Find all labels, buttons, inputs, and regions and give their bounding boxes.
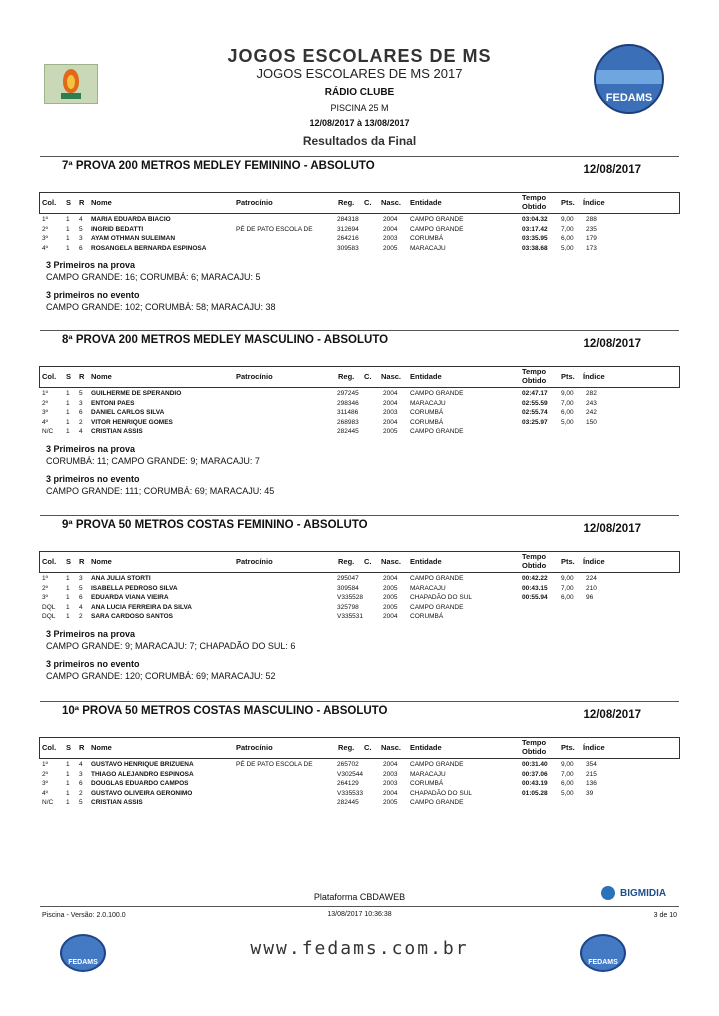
column-header-entity: Entidade [410, 372, 442, 381]
table-row [0, 418, 719, 427]
cell-r: 4 [79, 603, 83, 611]
cell-time: 02:55.59 [522, 399, 548, 407]
cell-entity: CAMPO GRANDE [410, 428, 464, 435]
cell-col: 4º [42, 789, 48, 797]
event-title: 9ª PROVA 50 METROS COSTAS FEMININO - ABSOLUTO [62, 519, 368, 531]
table-row [0, 593, 719, 602]
column-header-name: Nome [91, 372, 112, 381]
cell-col: 4º [42, 244, 48, 252]
cell-name: ENTONI PAES [91, 399, 135, 407]
cell-r: 2 [79, 613, 83, 620]
cell-r: 3 [79, 770, 83, 778]
cell-pts: 6,00 [561, 780, 574, 787]
cell-s: 1 [66, 584, 70, 592]
cell-index: 96 [586, 594, 594, 601]
cell-reg: V335528 [337, 594, 364, 601]
top3-event-text: CAMPO GRANDE: 102; CORUMBÁ: 58; MARACAJU: 38 [46, 302, 276, 312]
cell-time: 03:25.97 [522, 418, 548, 426]
cell-s: 1 [66, 789, 70, 797]
column-header-r: R [79, 372, 85, 381]
cell-col: DQL [42, 613, 56, 620]
cell-reg: 309584 [337, 584, 359, 592]
cell-birth: 2005 [383, 244, 398, 252]
cell-col: 3º [42, 780, 48, 787]
cell-birth: 2005 [383, 799, 398, 806]
column-header-entity: Entidade [410, 743, 442, 752]
cell-name: DOUGLAS EDUARDO CAMPOS [91, 780, 189, 787]
event-top-rule [40, 701, 679, 702]
column-header-col: Col. [42, 198, 57, 207]
cell-index: 210 [586, 584, 597, 592]
column-header-col: Col. [42, 557, 57, 566]
top3-race-text: CORUMBÁ: 11; CAMPO GRANDE: 9; MARACAJU: 7 [46, 455, 260, 466]
top3-race-label: 3 Primeiros na prova [46, 260, 136, 270]
cell-r: 5 [79, 225, 83, 233]
column-header-time-top: Tempo [522, 552, 547, 561]
top3-event-label: 3 primeiros no evento [46, 658, 140, 669]
column-header-time-bottom: Obtido [522, 747, 547, 756]
cell-pts: 6,00 [561, 594, 574, 601]
cell-time: 03:35.95 [522, 235, 548, 242]
table-row [0, 408, 719, 417]
cell-time: 03:04.32 [522, 216, 548, 223]
column-header-col: Col. [42, 372, 57, 381]
event-date: 12/08/2017 [583, 338, 641, 350]
bigmidia-brand: BIGMIDIA [620, 888, 667, 899]
cell-s: 1 [66, 225, 70, 233]
cell-s: 1 [66, 390, 70, 397]
cell-entity: MARACAJU [410, 399, 446, 407]
cell-reg: 265702 [337, 761, 359, 768]
table-row [0, 399, 719, 408]
column-header-birth: Nasc. [381, 557, 402, 566]
event-title: 7ª PROVA 200 METROS MEDLEY FEMININO - ABSOLUTO [62, 160, 375, 172]
cell-name: MARIA EDUARDA BIACIO [91, 216, 171, 223]
cell-col: 1º [42, 216, 48, 223]
top3-race-label: 3 Primeiros na prova [46, 628, 136, 639]
cell-birth: 2003 [383, 409, 398, 416]
cell-entity: MARACAJU [410, 584, 446, 592]
cell-pts: 5,00 [561, 244, 574, 252]
cell-s: 1 [66, 761, 70, 768]
column-header-index: Índice [583, 372, 605, 381]
column-header-sponsor: Patrocínio [236, 372, 273, 381]
cell-r: 4 [79, 761, 83, 768]
table-row [0, 789, 719, 798]
table-row [0, 244, 719, 253]
cell-time: 00:43.19 [522, 780, 548, 787]
column-header-reg: Reg. [338, 557, 355, 566]
cell-index: 173 [586, 244, 597, 252]
fedams-logo-text: FEDAMS [605, 92, 653, 104]
column-header-time-bottom: Obtido [522, 202, 547, 211]
cell-pts: 5,00 [561, 789, 574, 797]
cell-reg: 298346 [337, 399, 359, 407]
column-header-col: Col. [42, 743, 57, 752]
cell-s: 1 [66, 409, 70, 416]
cell-index: 224 [586, 575, 597, 582]
cell-col: 4º [42, 418, 48, 426]
column-header-c: C. [364, 743, 372, 752]
cell-entity: CHAPADÃO DO SUL [410, 594, 473, 601]
cell-pts: 9,00 [561, 575, 574, 582]
cell-s: 1 [66, 799, 70, 806]
fedams-logo-right-text: FEDAMS [588, 959, 618, 966]
column-header-entity: Entidade [410, 557, 442, 566]
cell-r: 3 [79, 575, 83, 582]
cell-birth: 2004 [383, 418, 398, 426]
fedams-logo-left-text: FEDAMS [68, 959, 98, 966]
cell-name: CRISTIAN ASSIS [91, 799, 143, 806]
cell-s: 1 [66, 428, 70, 435]
column-header-s: S [66, 372, 72, 381]
cell-reg: 311486 [337, 409, 359, 416]
cell-pts: 9,00 [561, 390, 574, 397]
results-subtitle: Resultados da Final [302, 134, 417, 148]
cell-col: 1º [42, 575, 48, 582]
cell-s: 1 [66, 603, 70, 611]
cell-birth: 2004 [383, 789, 398, 797]
cell-birth: 2004 [383, 225, 398, 233]
column-header-birth: Nasc. [381, 198, 402, 207]
table-row [0, 779, 719, 788]
cell-index: 179 [586, 235, 597, 242]
cell-index: 282 [586, 390, 597, 397]
cell-birth: 2004 [383, 575, 398, 582]
top3-event-text: CAMPO GRANDE: 111; CORUMBÁ: 69; MARACAJU: 45 [46, 485, 275, 496]
cell-time: 00:42.22 [522, 575, 548, 582]
cell-entity: CAMPO GRANDE [410, 575, 464, 582]
column-header-pts: Pts. [561, 198, 575, 207]
cell-s: 1 [66, 244, 70, 252]
top3-event-label: 3 primeiros no evento [46, 290, 140, 300]
bigmidia-icon [601, 886, 615, 900]
cell-entity: CAMPO GRANDE [410, 390, 464, 397]
cell-entity: CORUMBÁ [410, 780, 444, 787]
table-row [0, 574, 719, 583]
cell-r: 3 [79, 399, 83, 407]
cell-name: EDUARDA VIANA VIEIRA [91, 594, 169, 601]
column-header-s: S [66, 557, 72, 566]
cell-birth: 2003 [383, 780, 398, 787]
column-header-pts: Pts. [561, 372, 575, 381]
cell-col: 1º [42, 761, 48, 768]
cell-name: GUSTAVO HENRIQUE BRIZUENA [91, 761, 194, 768]
cell-name: ANA LUCIA FERREIRA DA SILVA [91, 603, 192, 611]
cell-birth: 2003 [383, 770, 398, 778]
cell-reg: 282445 [337, 428, 359, 435]
cell-pts: 6,00 [561, 235, 574, 242]
column-header-name: Nome [91, 198, 112, 207]
cell-col: 3º [42, 594, 48, 601]
cell-index: 242 [586, 409, 597, 416]
cell-col: N/C [42, 428, 54, 435]
cell-entity: CORUMBÁ [410, 409, 444, 416]
competition-name: JOGOS ESCOLARES DE MS 2017 [256, 66, 463, 81]
top3-race-text: CAMPO GRANDE: 16; CORUMBÁ: 6; MARACAJU: 5 [46, 272, 261, 282]
cell-name: THIAGO ALEJANDRO ESPINOSA [91, 770, 194, 778]
column-header-entity: Entidade [410, 198, 442, 207]
top3-race-text: CAMPO GRANDE: 9; MARACAJU: 7; CHAPADÃO DO SUL: 6 [46, 640, 296, 651]
cell-s: 1 [66, 575, 70, 582]
website-url[interactable]: www.fedams.com.br [250, 938, 469, 959]
column-header-s: S [66, 198, 72, 207]
cell-r: 5 [79, 584, 83, 592]
cell-time: 00:37.06 [522, 770, 548, 778]
table-row [0, 603, 719, 612]
cell-name: ANA JULIA STORTI [91, 575, 151, 582]
pool-info: PISCINA 25 M [330, 103, 389, 113]
cell-name: AYAM OTHMAN SULEIMAN [91, 235, 176, 242]
table-row [0, 770, 719, 779]
cell-time: 00:43.15 [522, 584, 548, 592]
cell-r: 6 [79, 244, 83, 252]
column-header-reg: Reg. [338, 743, 355, 752]
cell-r: 5 [79, 799, 83, 806]
cell-sponsor: PÉ DE PATO ESCOLA DE [236, 225, 313, 233]
event-top-rule [40, 330, 679, 331]
cell-reg: 309583 [337, 244, 359, 252]
event-top-rule [40, 156, 679, 157]
cell-name: DANIEL CARLOS SILVA [91, 409, 165, 416]
cell-col: 2º [42, 399, 48, 407]
cell-birth: 2004 [383, 613, 398, 620]
cell-birth: 2004 [383, 390, 398, 397]
event-date: 12/08/2017 [583, 523, 641, 535]
cell-r: 5 [79, 390, 83, 397]
table-row [0, 760, 719, 769]
cell-index: 136 [586, 780, 597, 787]
event-top-rule [40, 515, 679, 516]
cell-name: VITOR HENRIQUE GOMES [91, 418, 173, 426]
cell-name: CRISTIAN ASSIS [91, 428, 143, 435]
column-header-name: Nome [91, 557, 112, 566]
fedams-logo-right [580, 934, 626, 972]
cell-reg: V335531 [337, 613, 364, 620]
main-title: JOGOS ESCOLARES DE MS [227, 46, 492, 66]
cell-col: 3º [42, 409, 48, 416]
cell-col: 2º [42, 584, 48, 592]
date-range: 12/08/2017 à 13/08/2017 [309, 118, 410, 128]
cell-time: 00:31.40 [522, 761, 548, 768]
cell-entity: CORUMBÁ [410, 418, 444, 426]
table-row [0, 798, 719, 807]
column-header-time-bottom: Obtido [522, 376, 547, 385]
cell-name: SARA CARDOSO SANTOS [91, 613, 173, 620]
cell-entity: CORUMBÁ [410, 613, 444, 620]
event-date: 12/08/2017 [583, 709, 641, 721]
event-date: 12/08/2017 [583, 164, 641, 176]
table-row [0, 427, 719, 436]
cell-name: GUILHERME DE SPERANDIO [91, 390, 182, 397]
cell-entity: CAMPO GRANDE [410, 799, 464, 806]
cell-pts: 9,00 [561, 216, 574, 223]
cell-r: 6 [79, 409, 83, 416]
cell-entity: CHAPADÃO DO SUL [410, 789, 473, 797]
cell-col: 3º [42, 235, 48, 242]
column-header-index: Índice [583, 743, 605, 752]
cell-pts: 7,00 [561, 225, 574, 233]
cell-s: 1 [66, 418, 70, 426]
cell-col: N/C [42, 799, 54, 806]
cell-name: ISABELLA PEDROSO SILVA [91, 584, 178, 592]
column-header-birth: Nasc. [381, 743, 402, 752]
column-header-sponsor: Patrocínio [236, 557, 273, 566]
cell-s: 1 [66, 216, 70, 223]
cell-time: 03:38.68 [522, 244, 548, 252]
cell-r: 2 [79, 418, 83, 426]
column-header-s: S [66, 743, 72, 752]
cell-s: 1 [66, 780, 70, 787]
top3-race-label: 3 Primeiros na prova [46, 443, 136, 454]
cell-pts: 7,00 [561, 399, 574, 407]
cell-r: 3 [79, 235, 83, 242]
column-header-time-top: Tempo [522, 367, 547, 376]
cell-sponsor: PÉ DE PATO ESCOLA DE [236, 761, 313, 768]
cell-r: 6 [79, 780, 83, 787]
software-version: Piscina - Versão: 2.0.100.0 [42, 912, 126, 919]
cell-pts: 7,00 [561, 584, 574, 592]
cell-time: 00:55.94 [522, 594, 548, 601]
table-row [0, 584, 719, 593]
column-header-pts: Pts. [561, 743, 575, 752]
cell-time: 03:17.42 [522, 225, 548, 233]
cell-index: 243 [586, 399, 597, 407]
cell-entity: MARACAJU [410, 244, 446, 252]
cell-s: 1 [66, 770, 70, 778]
page-number: 3 de 10 [653, 912, 677, 919]
cell-entity: CORUMBÁ [410, 235, 444, 242]
cell-entity: MARACAJU [410, 770, 446, 778]
top3-event-text: CAMPO GRANDE: 120; CORUMBÁ: 69; MARACAJU: 52 [46, 670, 276, 681]
cell-s: 1 [66, 235, 70, 242]
cell-time: 02:47.17 [522, 390, 548, 397]
column-header-birth: Nasc. [381, 372, 402, 381]
column-header-pts: Pts. [561, 557, 575, 566]
table-row [0, 234, 719, 243]
cell-entity: CAMPO GRANDE [410, 225, 464, 233]
cell-index: 354 [586, 761, 597, 768]
footer-rule [40, 906, 679, 907]
cell-r: 2 [79, 789, 83, 797]
column-header-time-top: Tempo [522, 738, 547, 747]
column-header-name: Nome [91, 743, 112, 752]
print-timestamp: 13/08/2017 10:36:38 [327, 911, 392, 918]
cell-col: DQL [42, 603, 56, 611]
cell-reg: 295047 [337, 575, 359, 582]
cell-index: 235 [586, 225, 597, 233]
cell-entity: CAMPO GRANDE [410, 216, 464, 223]
cell-r: 6 [79, 594, 83, 601]
column-header-time-top: Tempo [522, 193, 547, 202]
column-header-reg: Reg. [338, 198, 355, 207]
column-header-r: R [79, 743, 85, 752]
cell-birth: 2004 [383, 761, 398, 768]
cell-entity: CAMPO GRANDE [410, 761, 464, 768]
column-header-sponsor: Patrocínio [236, 743, 273, 752]
cell-reg: V335533 [337, 789, 364, 797]
cell-time: 01:05.28 [522, 789, 548, 797]
cell-r: 4 [79, 428, 83, 435]
platform-label: Plataforma CBDAWEB [313, 892, 406, 902]
cell-birth: 2005 [383, 594, 398, 601]
column-header-index: Índice [583, 557, 605, 566]
cell-reg: 325798 [337, 603, 359, 611]
column-header-c: C. [364, 198, 372, 207]
table-row [0, 215, 719, 224]
table-row [0, 612, 719, 621]
cell-reg: 264129 [337, 780, 359, 787]
venue: RÁDIO CLUBE [324, 87, 395, 98]
table-row [0, 389, 719, 398]
cell-r: 4 [79, 216, 83, 223]
cell-birth: 2005 [383, 428, 398, 435]
event-title: 10ª PROVA 50 METROS COSTAS MASCULINO - ABSOLUTO [62, 705, 388, 717]
cell-entity: CAMPO GRANDE [410, 603, 464, 611]
cell-birth: 2004 [383, 216, 398, 223]
column-header-reg: Reg. [338, 372, 355, 381]
cell-reg: 282445 [337, 799, 359, 806]
column-header-index: Índice [583, 198, 605, 207]
cell-birth: 2005 [383, 584, 398, 592]
cell-reg: 268983 [337, 418, 359, 426]
cell-name: ROSANGELA BERNARDA ESPINOSA [91, 244, 207, 252]
cell-col: 2º [42, 770, 48, 778]
cell-name: INGRID BEDATTI [91, 225, 144, 233]
cell-s: 1 [66, 399, 70, 407]
column-header-r: R [79, 198, 85, 207]
column-header-c: C. [364, 557, 372, 566]
cell-index: 288 [586, 216, 597, 223]
cell-pts: 7,00 [561, 770, 574, 778]
event-title: 8ª PROVA 200 METROS MEDLEY MASCULINO - ABSOLUTO [62, 334, 389, 346]
cell-birth: 2003 [383, 235, 398, 242]
cell-reg: 297245 [337, 390, 359, 397]
cell-index: 39 [586, 789, 594, 797]
cell-col: 1º [42, 390, 48, 397]
cell-s: 1 [66, 613, 70, 620]
top3-event-label: 3 primeiros no evento [46, 473, 140, 484]
cell-pts: 9,00 [561, 761, 574, 768]
cell-index: 215 [586, 770, 597, 778]
cell-s: 1 [66, 594, 70, 601]
table-row [0, 225, 719, 234]
cell-reg: 284318 [337, 216, 359, 223]
cell-pts: 5,00 [561, 418, 574, 426]
cell-pts: 6,00 [561, 409, 574, 416]
cell-birth: 2005 [383, 603, 398, 611]
cell-reg: 264216 [337, 235, 359, 242]
cell-col: 2º [42, 225, 48, 233]
cell-time: 02:55.74 [522, 409, 548, 416]
cell-reg: 312694 [337, 225, 359, 233]
column-header-time-bottom: Obtido [522, 561, 547, 570]
cell-name: GUSTAVO OLIVEIRA GERONIMO [91, 789, 193, 797]
column-header-r: R [79, 557, 85, 566]
cell-birth: 2004 [383, 399, 398, 407]
column-header-sponsor: Patrocínio [236, 198, 273, 207]
cell-reg: V302544 [337, 770, 364, 778]
column-header-c: C. [364, 372, 372, 381]
cell-index: 150 [586, 418, 597, 426]
